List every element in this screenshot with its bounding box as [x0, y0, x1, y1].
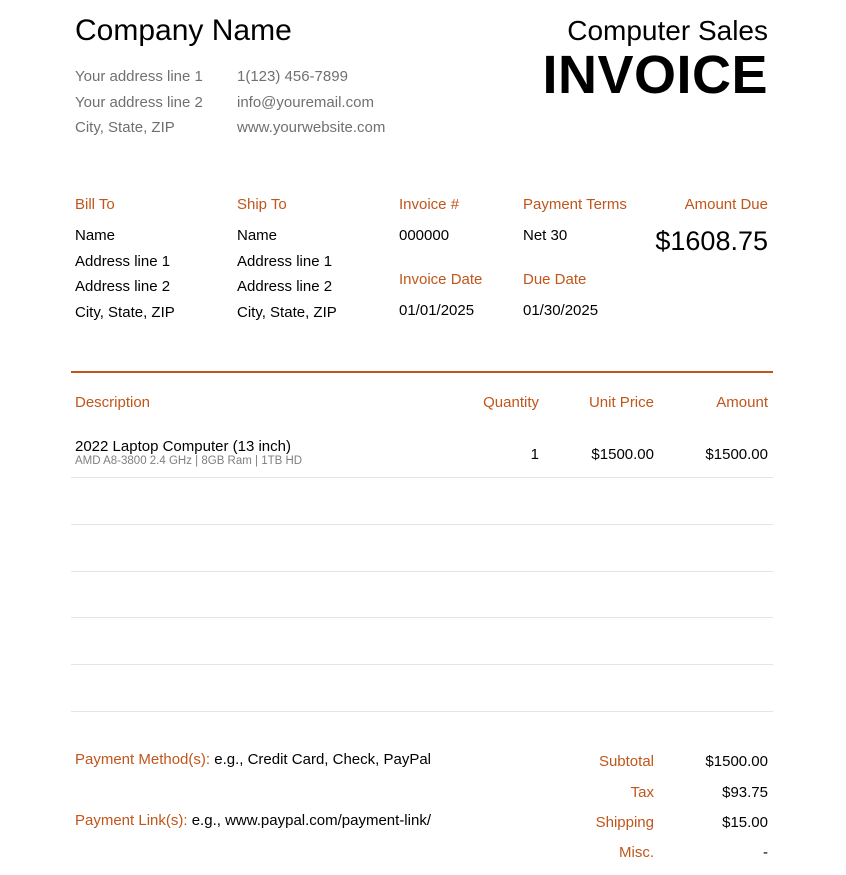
company-phone: 1(123) 456-7899 [237, 68, 348, 85]
row-divider [71, 524, 773, 525]
row-divider [71, 617, 773, 618]
address-line-2: Your address line 2 [75, 93, 203, 111]
invoice-date: 01/01/2025 [399, 302, 475, 319]
column-header-amount: Amount [716, 394, 768, 411]
payment-link-value: e.g., www.paypal.com/payment-link/ [191, 812, 431, 829]
subtotal-value: $1500.00 [705, 753, 768, 770]
document-subtitle: Computer Sales [567, 15, 768, 46]
payment-method-label: Payment Method(s): [75, 751, 211, 768]
invoice-number-label: Invoice # [399, 196, 460, 213]
item-amount: $1500.00 [705, 446, 768, 463]
payment-link-label: Payment Link(s): [75, 812, 188, 829]
subtotal-label: Subtotal [598, 753, 654, 770]
bill-to-label: Bill To [75, 196, 115, 213]
ship-to-label: Ship To [237, 196, 287, 213]
item-quantity: 1 [530, 446, 539, 463]
document-title: INVOICE [542, 45, 768, 105]
misc-value: - [763, 844, 768, 861]
column-header-description: Description [75, 394, 151, 411]
payment-link [75, 812, 431, 829]
address-city: City, State, ZIP [75, 119, 175, 136]
amount-due-label: Amount Due [684, 196, 768, 213]
due-date-label: Due Date [523, 271, 587, 288]
company-address [75, 64, 203, 141]
row-divider [71, 664, 773, 665]
company-email: info@youremail.com [237, 93, 374, 111]
ship-to-name: Name [237, 227, 278, 244]
address-line-1: Your address line 1 [75, 68, 203, 85]
bill-to-name: Name [75, 227, 116, 244]
bill-to-address-1: Address line 1 [75, 252, 171, 270]
ship-to-address-1: Address line 1 [237, 252, 333, 270]
bill-to-address-2: Address line 2 [75, 278, 171, 295]
due-date: 01/30/2025 [523, 302, 599, 319]
shipping-value: $15.00 [722, 814, 768, 831]
item-unit-price: $1500.00 [591, 446, 654, 463]
item-description: 2022 Laptop Computer (13 inch) [75, 438, 291, 455]
bill-to-city: City, State, ZIP [75, 303, 175, 321]
row-divider [71, 477, 773, 478]
ship-to-city: City, State, ZIP [237, 303, 337, 321]
company-website: www.yourwebsite.com [237, 119, 386, 136]
ship-to-block [237, 223, 337, 325]
tax-label: Tax [630, 784, 654, 801]
row-divider [71, 711, 773, 712]
payment-terms-label: Payment Terms [523, 196, 627, 213]
shipping-label: Shipping [595, 814, 654, 831]
misc-label: Misc. [619, 844, 654, 861]
item-details: AMD A8-3800 2.4 GHz | 8GB Ram | 1TB HD [75, 455, 303, 467]
payment-method-value: e.g., Credit Card, Check, PayPal [214, 751, 431, 768]
ship-to-address-2: Address line 2 [237, 278, 333, 295]
invoice-date-label: Invoice Date [399, 271, 483, 288]
table-top-rule [71, 371, 773, 373]
bill-to-block [75, 223, 175, 325]
payment-terms: Net 30 [523, 227, 568, 244]
payment-method [75, 751, 431, 768]
row-divider [71, 571, 773, 572]
company-name: Company Name [75, 14, 292, 47]
amount-due-value: $1608.75 [655, 226, 768, 256]
tax-value: $93.75 [722, 784, 768, 801]
invoice-number: 000000 [399, 227, 450, 244]
column-header-unit-price: Unit Price [588, 394, 654, 411]
company-contact [237, 64, 385, 141]
column-header-quantity: Quantity [483, 394, 539, 411]
